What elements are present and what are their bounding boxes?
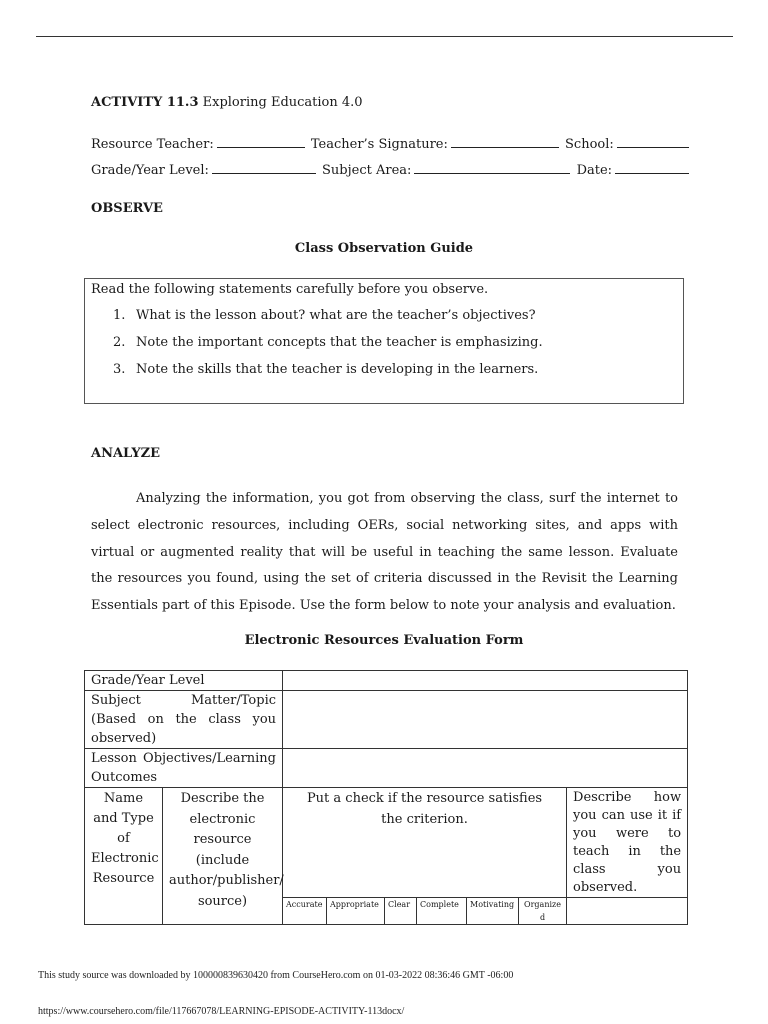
analyze-paragraph-text: Analyzing the information, you got from observing the class, surf the internet to select electronic resources, including OERs, social networking sites, and apps with virtual or augmented reality that will be useful in teaching the same lesson. Evaluate the resources you found, using the set of criteria discussed in the Revisit the Learning Essentials part of this Episode. Use the form below to note your analysis and evaluation. (91, 491, 678, 614)
criterion-motivating: Motivating (467, 898, 519, 925)
date-line[interactable] (615, 161, 689, 174)
form-title: Electronic Resources Evaluation Form (244, 633, 524, 648)
fields-row-2 (91, 161, 691, 179)
observe-heading: OBSERVE (91, 201, 163, 216)
resource-teacher-line[interactable] (217, 135, 305, 148)
table-row (85, 691, 688, 749)
grade-level-label: Grade/Year Level: (91, 163, 209, 178)
evaluation-form-table (84, 670, 688, 925)
table-row (85, 788, 688, 898)
grade-level-line[interactable] (212, 161, 316, 174)
criterion-clear: Clear (385, 898, 417, 925)
fields-row-1 (91, 135, 691, 153)
activity-heading (91, 95, 363, 111)
analyze-heading: ANALYZE (91, 446, 161, 461)
objectives-row-label: Lesson Objectives/Learning Outcomes (85, 749, 283, 788)
criterion-accurate: Accurate (283, 898, 327, 925)
footer-source: This study source was downloaded by 100000839630420 from CourseHero.com on 01-03-2022 08:36:46 GMT -06:00 (38, 970, 514, 981)
header-name-type: Name and Type of Electronic Resource (85, 788, 163, 925)
guide-item-1-num: 1. (113, 308, 126, 323)
table-row (85, 671, 688, 691)
school-label: School: (565, 137, 614, 152)
header-use: Describe how you can use it if you were to teach in the class you observed. (567, 788, 688, 898)
header-describe: Describe the electronic resource (include author/publisher/ source) (163, 788, 283, 925)
criterion-organized: Organized (519, 898, 567, 925)
teacher-signature-label: Teacher’s Signature: (310, 137, 448, 152)
school-line[interactable] (617, 135, 689, 148)
grade-row-label: Grade/Year Level (85, 671, 283, 691)
guide-item-2-num: 2. (113, 335, 126, 350)
criterion-complete: Complete (417, 898, 467, 925)
guide-item-3-text: Note the skills that the teacher is developing in the learners. (136, 362, 539, 377)
table-row (85, 749, 688, 788)
guide-title: Class Observation Guide (294, 241, 474, 256)
use-empty-cell (567, 898, 688, 925)
resource-teacher-label: Resource Teacher: (91, 137, 214, 152)
subject-row-label: Subject Matter/Topic (Based on the class you observed) (85, 691, 283, 749)
guide-item-3-num: 3. (113, 362, 126, 377)
header-check: Put a check if the resource satisfies the criterion. (283, 788, 567, 898)
subject-row-value[interactable] (283, 691, 688, 749)
subject-area-line[interactable] (414, 161, 570, 174)
guide-item-1-text: What is the lesson about? what are the teacher’s objectives? (136, 308, 536, 323)
footer-url-link[interactable]: https://www.coursehero.com/file/117667078/LEARNING-EPISODE-ACTIVITY-113docx/ (38, 1006, 405, 1017)
guide-item-2-text: Note the important concepts that the teacher is emphasizing. (136, 335, 543, 350)
activity-number: ACTIVITY 11.3 (91, 95, 199, 110)
subject-area-label: Subject Area: (322, 163, 412, 178)
objectives-row-value[interactable] (283, 749, 688, 788)
activity-title: Exploring Education 4.0 (198, 95, 363, 110)
guide-intro: Read the following statements carefully before you observe. (91, 282, 489, 297)
analyze-paragraph (91, 486, 678, 620)
teacher-signature-line[interactable] (451, 135, 559, 148)
top-rule (36, 36, 733, 37)
observation-guide-box (84, 278, 684, 404)
criterion-appropriate: Appropriate (327, 898, 385, 925)
date-label: Date: (576, 163, 613, 178)
grade-row-value[interactable] (283, 671, 688, 691)
